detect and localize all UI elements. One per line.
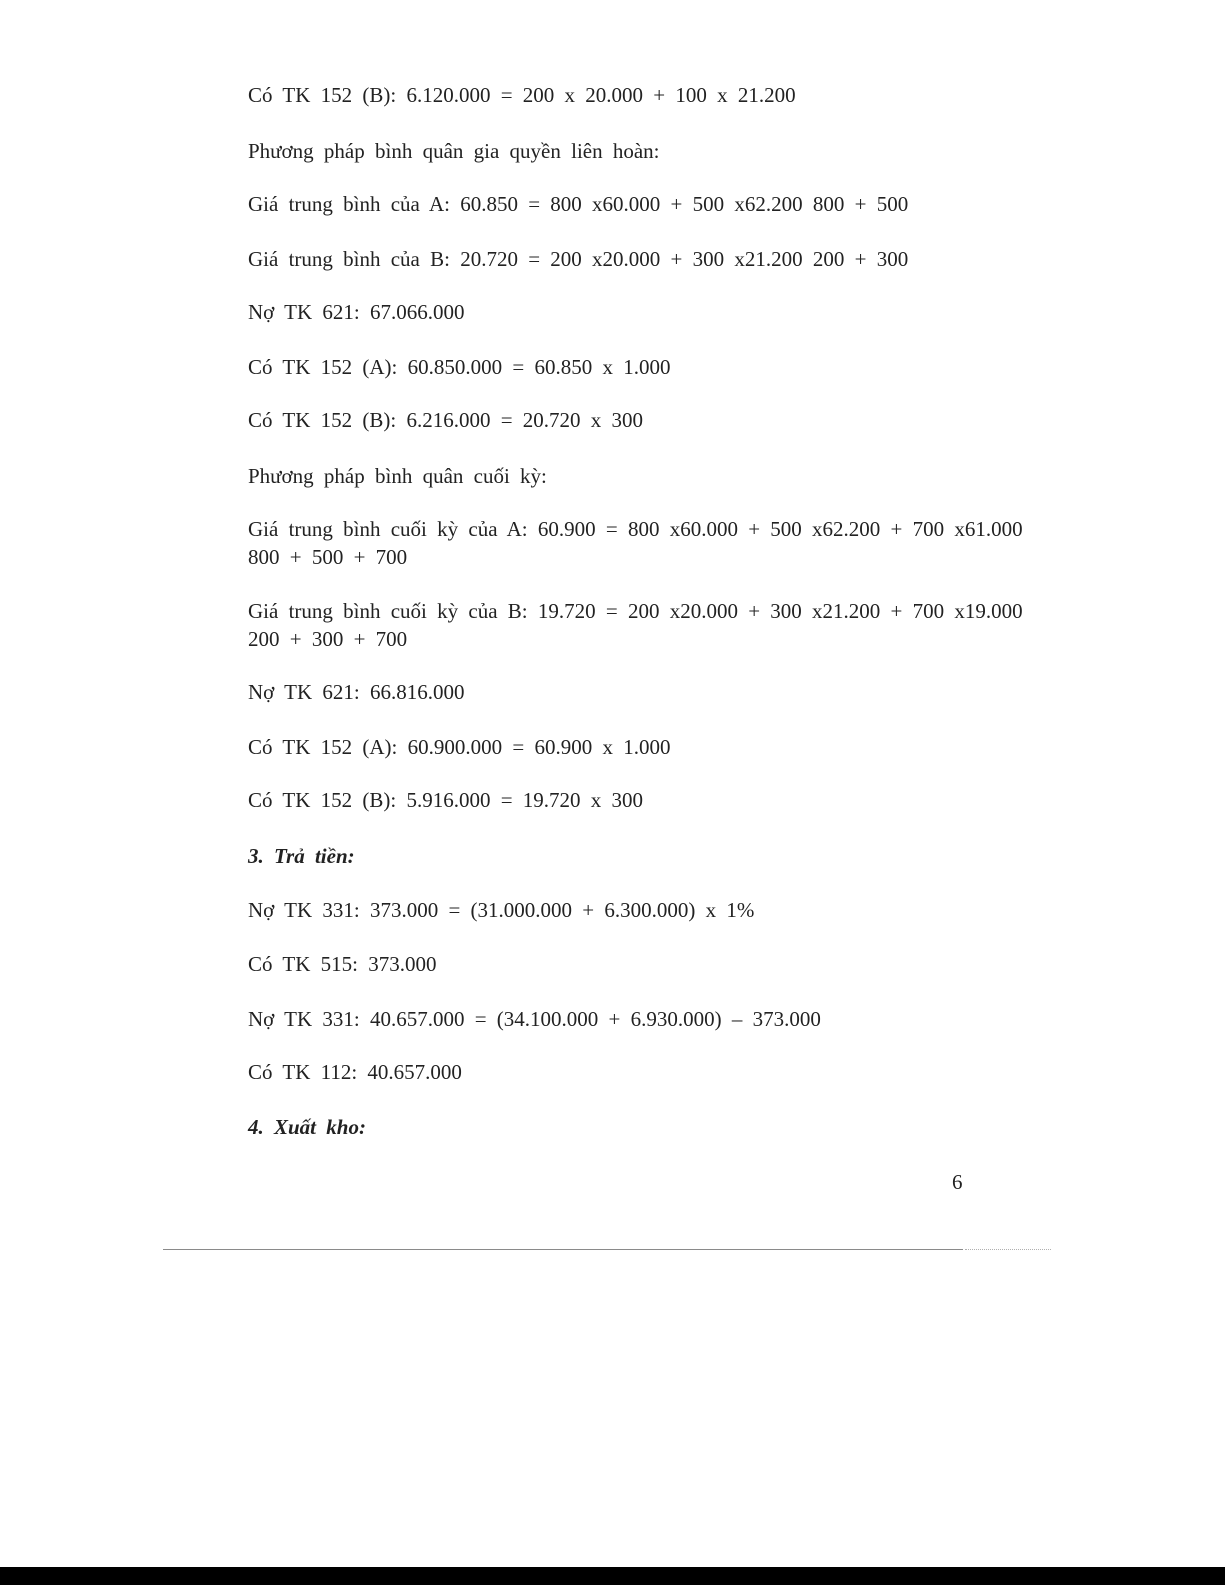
text-line: Giá trung bình cuối kỳ của B: 19.720 = 200 x20.000 + 300 x21.200 + 700 x19.000 bbox=[248, 599, 1023, 623]
text-line: 800 + 500 + 700 bbox=[248, 545, 408, 569]
footer-divider-tail bbox=[965, 1249, 1051, 1250]
text-line: Có TK 152 (B): 6.216.000 = 20.720 x 300 bbox=[248, 408, 644, 432]
text-line: Có TK 152 (B): 5.916.000 = 19.720 x 300 bbox=[248, 788, 644, 812]
text-line: Có TK 152 (A): 60.850.000 = 60.850 x 1.000 bbox=[248, 355, 671, 379]
text-line: Có TK 112: 40.657.000 bbox=[248, 1060, 462, 1084]
text-line: Có TK 152 (A): 60.900.000 = 60.900 x 1.000 bbox=[248, 735, 671, 759]
text-line: Giá trung bình của A: 60.850 = 800 x60.000 + 500 x62.200 800 + 500 bbox=[248, 192, 909, 216]
text-line: Phương pháp bình quân cuối kỳ: bbox=[248, 464, 547, 488]
text-line: Có TK 152 (B): 6.120.000 = 200 x 20.000 + 100 x 21.200 bbox=[248, 83, 796, 107]
text-line: Giá trung bình cuối kỳ của A: 60.900 = 800 x60.000 + 500 x62.200 + 700 x61.000 bbox=[248, 517, 1023, 541]
text-line: Nợ TK 331: 373.000 = (31.000.000 + 6.300.000) x 1% bbox=[248, 898, 755, 922]
section-heading: 3. Trả tiền: bbox=[248, 844, 355, 868]
section-heading: 4. Xuất kho: bbox=[248, 1115, 366, 1139]
text-line: Giá trung bình của B: 20.720 = 200 x20.000 + 300 x21.200 200 + 300 bbox=[248, 247, 909, 271]
scan-bottom-edge bbox=[0, 1567, 1225, 1585]
text-line: Nợ TK 621: 67.066.000 bbox=[248, 300, 465, 324]
text-line: Nợ TK 331: 40.657.000 = (34.100.000 + 6.930.000) – 373.000 bbox=[248, 1007, 821, 1031]
footer-divider bbox=[163, 1249, 963, 1250]
text-line: Nợ TK 621: 66.816.000 bbox=[248, 680, 465, 704]
text-line: Có TK 515: 373.000 bbox=[248, 952, 437, 976]
text-line: Phương pháp bình quân gia quyền liên hoàn: bbox=[248, 139, 660, 163]
page-number: 6 bbox=[952, 1170, 963, 1194]
text-line: 200 + 300 + 700 bbox=[248, 627, 408, 651]
